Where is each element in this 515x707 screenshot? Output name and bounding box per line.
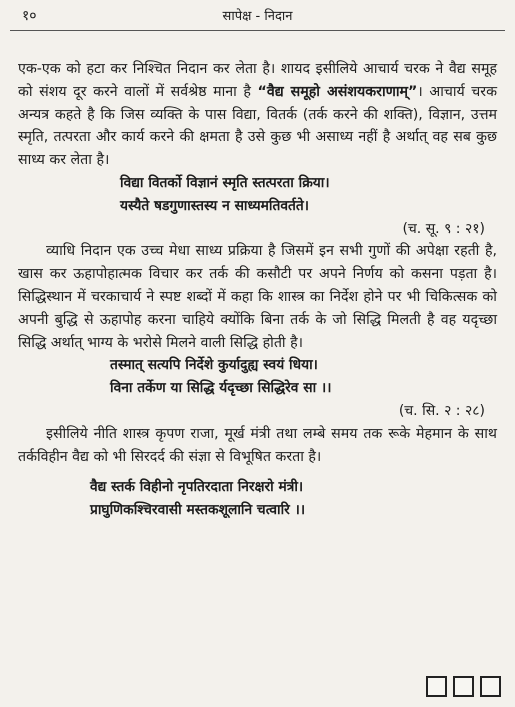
box-2 bbox=[453, 676, 474, 697]
page-header bbox=[22, 6, 493, 28]
running-head: सापेक्ष - निदान bbox=[222, 9, 293, 24]
header-rule bbox=[10, 30, 505, 31]
verse-1-line-1: विद्या वितर्को विज्ञानं स्मृति स्तत्परता क्रिया। bbox=[120, 174, 330, 191]
verse-2-reference: (च. सि. २ : २८) bbox=[398, 402, 485, 419]
body-text bbox=[18, 58, 497, 522]
page-number: १० bbox=[22, 8, 37, 24]
verse-2-line-2: विना तर्केण या सिद्धि र्यदृच्छा सिद्धिरेव सा ।। bbox=[110, 380, 332, 397]
box-1 bbox=[426, 676, 447, 697]
box-ornament bbox=[426, 676, 501, 697]
paragraph-1-text-b: । आचार्य चरक अन्यत्र कहते है कि जिस व्यक्ति के पास विद्या, वितर्क (तर्क करने की शक्ति), विज्ञान, उत्तम स्मृति, तत्परता और कार्य करने की क्षमता है उसे कुछ भी असाध्य नहीं है अर्थात् वह सब कुछ साध्य कर लेता है। bbox=[18, 83, 498, 169]
verse-3-line-2: प्राघुणिकश्चिरवासी मस्तकशूलानि चत्वारि ।। bbox=[90, 502, 306, 519]
verse-3-line-1: वैद्य स्तर्क विहीनो नृपतिरदाता निरक्षरो मंत्री। bbox=[90, 479, 304, 496]
paragraph-3: इसीलिये नीति शास्त्र कृपण राजा, मूर्ख मंत्री तथा लम्बे समय तक रूके मेहमान के साथ तर्कविहीन वैद्य को भी सिरदर्द की संज्ञा से विभूषित करता है। bbox=[18, 425, 497, 465]
paragraph-1-text-a: एक-एक को हटा कर निश्चित निदान कर लेता है। शायद इसीलिये आचार्य चरक ने वैद्य समूह को संशय दूर करने वालों में सर्वश्रेष्ठ माना है bbox=[18, 61, 497, 100]
verse-2 bbox=[110, 354, 497, 400]
box-3 bbox=[480, 676, 501, 697]
paragraph-2: व्याधि निदान एक उच्च मेधा साध्य प्रक्रिया है जिसमें इन सभी गुणों की अपेक्षा रहती है, खास कर ऊहापोहात्मक विचार कर तर्क की कसौटी पर अपने निर्णय को कसना पड़ता है। सिद्धिस्थान में चरकाचार्य ने स्पष्ट शब्दों में कहा कि शास्त्र का निर्देश होने पर भी चिकित्सक को अपनी बुद्धि से ऊहापोह करना चाहिये क्योंकि बिना तर्क के जो सिद्धि मिलती है वह यदृच्छा सिद्धि अर्थात् भाग्य के भरोसे मिलने वाली सिद्धि होती है। bbox=[18, 243, 497, 351]
verse-3 bbox=[90, 476, 497, 522]
paragraph-1 bbox=[18, 58, 497, 172]
verse-1 bbox=[120, 172, 497, 218]
verse-1-line-2: यस्यैते षडगुणास्तस्य न साध्यमतिवर्तते। bbox=[120, 197, 309, 214]
verse-2-line-1: तस्मात् सत्यपि निर्देशे कुर्यादुह्य स्वयं धिया। bbox=[110, 357, 318, 374]
paragraph-1-bold-quote: “वैद्य समूहो असंशयकराणाम्” bbox=[257, 83, 418, 100]
verse-1-reference: (च. सू. ९ : २१) bbox=[402, 220, 485, 237]
